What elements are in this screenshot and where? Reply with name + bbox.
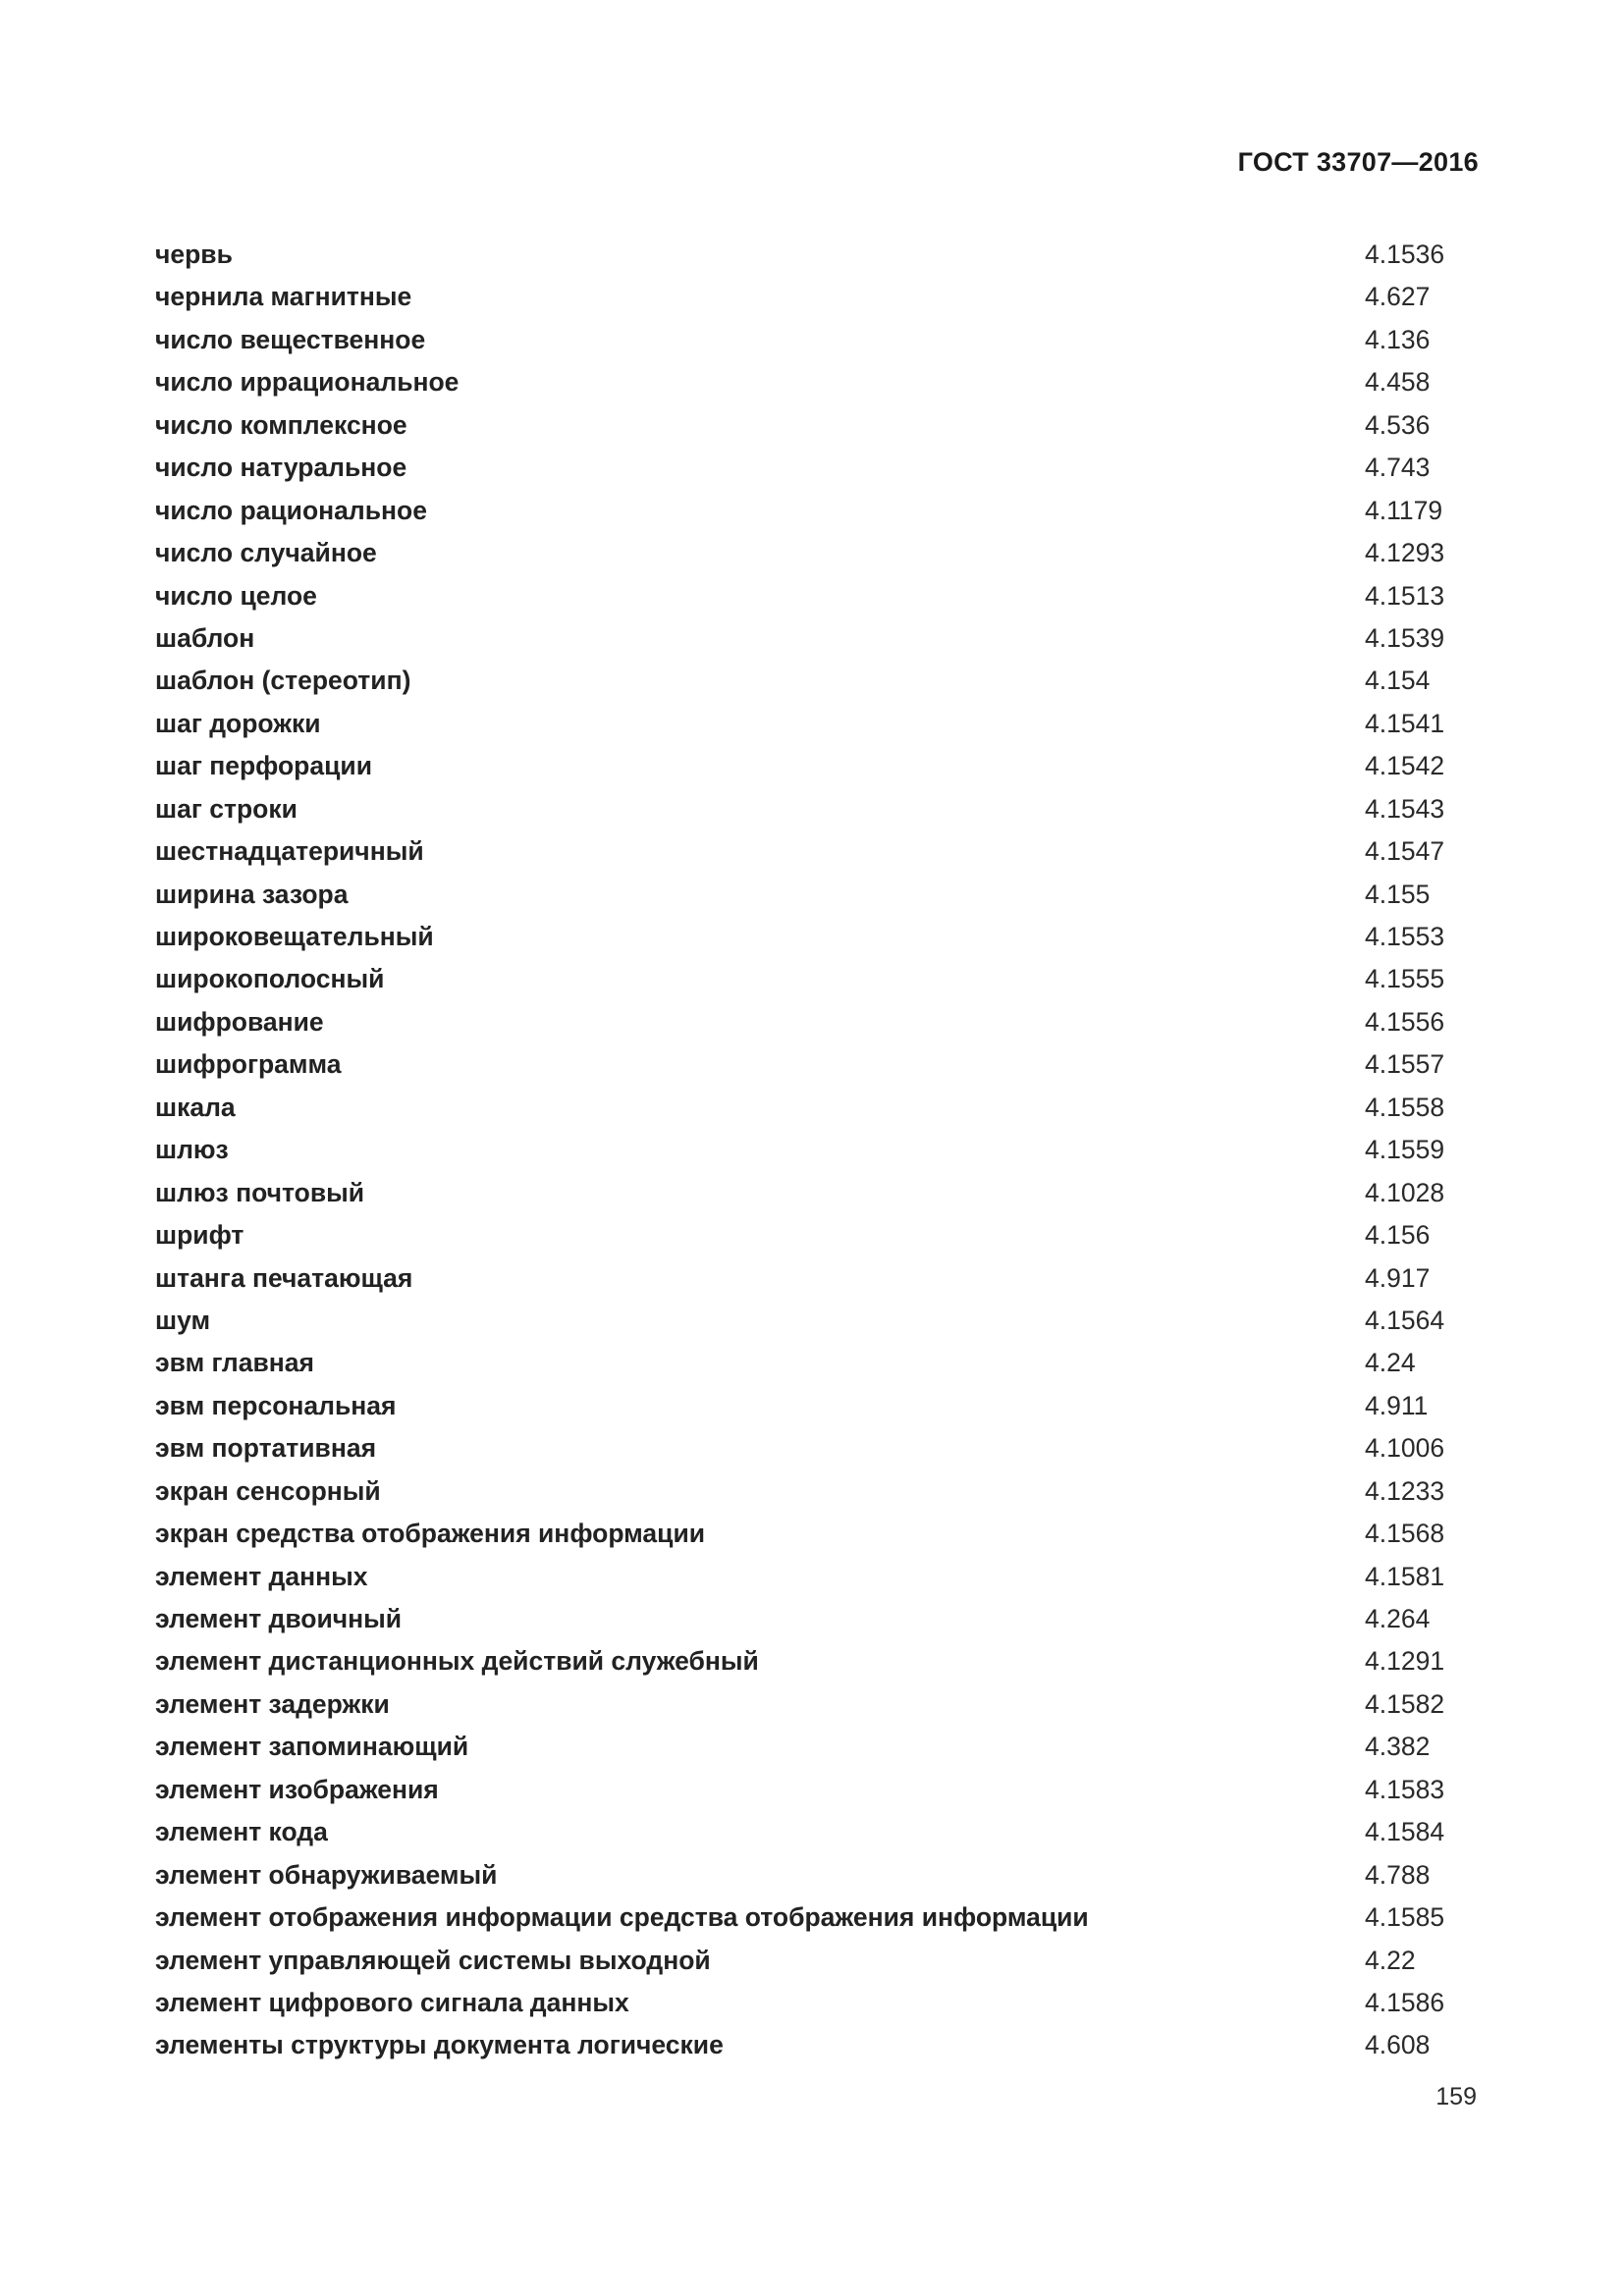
index-entry (155, 1560, 1481, 1602)
index-reference-number: 4.1179 (1365, 495, 1443, 525)
index-term: элемент запоминающий (155, 1732, 469, 1762)
index-term: элемент обнаруживаемый (155, 1859, 498, 1890)
index-entry (155, 1858, 1481, 1900)
index-entry (155, 1346, 1481, 1388)
index-term: число целое (155, 580, 317, 611)
index-reference-number: 4.1556 (1365, 1006, 1445, 1037)
index-term: число натуральное (155, 453, 407, 483)
index-reference-number: 4.264 (1365, 1604, 1431, 1633)
index-entry (155, 792, 1481, 834)
index-term: шаблон (стереотип) (155, 666, 411, 696)
index-term: число комплексное (155, 409, 407, 440)
index-reference-number: 4.1584 (1365, 1817, 1445, 1847)
index-reference-number: 4.1536 (1365, 240, 1445, 269)
index-term: шестнадцатеричный (155, 836, 424, 867)
index-reference-number: 4.1557 (1365, 1049, 1445, 1080)
index-entry (155, 1602, 1481, 1644)
index-term: шлюз (155, 1135, 229, 1165)
index-entry (155, 1517, 1481, 1559)
index-term: эвм главная (155, 1348, 314, 1378)
index-reference-number: 4.608 (1365, 2030, 1431, 2060)
index-entry (155, 1944, 1481, 1986)
index-term: число случайное (155, 538, 377, 568)
index-reference-number: 4.1543 (1365, 793, 1445, 824)
index-entry (155, 2028, 1481, 2070)
index-reference-number: 4.1513 (1365, 580, 1445, 611)
index-entry (155, 1218, 1481, 1260)
index-term: шифрование (155, 1006, 324, 1037)
index-reference-number: 4.1586 (1365, 1987, 1445, 2017)
index-term: эвм портативная (155, 1433, 377, 1464)
index-reference-number: 4.788 (1365, 1859, 1431, 1890)
index-term: шум (155, 1305, 211, 1335)
index-entry (155, 1773, 1481, 1815)
index-entry (155, 962, 1481, 1004)
index-entry (155, 1474, 1481, 1517)
index-reference-number: 4.1233 (1365, 1475, 1445, 1506)
index-reference-number: 4.1564 (1365, 1305, 1445, 1335)
index-reference-number: 4.627 (1365, 282, 1431, 312)
index-term: элемент данных (155, 1561, 368, 1591)
index-term: экран сенсорный (155, 1475, 381, 1506)
index-entry (155, 1176, 1481, 1218)
index-term: шаг перфорации (155, 751, 372, 781)
index-entry (155, 1730, 1481, 1772)
index-reference-number: 4.382 (1365, 1732, 1431, 1762)
index-entry (155, 1900, 1481, 1943)
index-entry (155, 1431, 1481, 1473)
index-term: чернила магнитные (155, 282, 412, 312)
index-reference-number: 4.911 (1365, 1390, 1429, 1420)
alphabetical-index (155, 238, 1481, 2071)
index-entry (155, 664, 1481, 706)
index-entry (155, 749, 1481, 791)
index-reference-number: 4.1541 (1365, 708, 1445, 738)
index-term: шкала (155, 1092, 236, 1122)
index-reference-number: 4.1291 (1365, 1646, 1445, 1677)
index-term: червь (155, 240, 233, 269)
index-term: элемент двоичный (155, 1604, 403, 1633)
index-entry (155, 238, 1481, 280)
index-reference-number: 4.155 (1365, 879, 1431, 909)
index-term: число рациональное (155, 495, 427, 525)
index-reference-number: 4.1555 (1365, 964, 1445, 994)
index-reference-number: 4.24 (1365, 1348, 1416, 1378)
index-entry (155, 365, 1481, 407)
index-reference-number: 4.743 (1365, 453, 1431, 483)
index-term: элемент задержки (155, 1688, 390, 1719)
index-term: экран средства отображения информации (155, 1519, 706, 1549)
index-reference-number: 4.1028 (1365, 1177, 1445, 1207)
index-entry (155, 1047, 1481, 1090)
index-entry (155, 1644, 1481, 1686)
index-term: штанга печатающая (155, 1262, 413, 1293)
index-term: элемент кода (155, 1817, 328, 1847)
index-reference-number: 4.22 (1365, 1945, 1416, 1975)
index-reference-number: 4.1542 (1365, 751, 1445, 781)
index-term: ширина зазора (155, 879, 349, 909)
index-reference-number: 4.1585 (1365, 1902, 1445, 1933)
index-entry (155, 494, 1481, 536)
index-entry (155, 920, 1481, 962)
index-term: элемент дистанционных действий служебный (155, 1646, 759, 1677)
index-reference-number: 4.917 (1365, 1262, 1431, 1293)
index-reference-number: 4.1568 (1365, 1519, 1445, 1549)
index-reference-number: 4.1553 (1365, 922, 1445, 951)
index-entry (155, 1815, 1481, 1857)
index-entry (155, 579, 1481, 621)
index-entry (155, 408, 1481, 451)
index-entry (155, 1304, 1481, 1346)
index-term: широковещательный (155, 922, 434, 951)
index-reference-number: 4.156 (1365, 1220, 1431, 1251)
index-reference-number: 4.1293 (1365, 538, 1445, 568)
index-reference-number: 4.1582 (1365, 1688, 1445, 1719)
index-term: широкополосный (155, 964, 385, 994)
index-reference-number: 4.1539 (1365, 622, 1445, 653)
index-term: число вещественное (155, 324, 426, 354)
index-entry (155, 323, 1481, 365)
index-entry (155, 834, 1481, 877)
index-reference-number: 4.458 (1365, 367, 1431, 398)
index-term: шрифт (155, 1220, 244, 1251)
index-entry (155, 1986, 1481, 2028)
index-term: элемент цифрового сигнала данных (155, 1987, 629, 2017)
index-term: элемент управляющей системы выходной (155, 1945, 711, 1975)
index-term: шлюз почтовый (155, 1177, 365, 1207)
index-entry (155, 1091, 1481, 1133)
index-term: эвм персональная (155, 1390, 397, 1420)
index-term: шифрограмма (155, 1049, 342, 1080)
index-term: элементы структуры документа логические (155, 2030, 724, 2060)
index-reference-number: 4.1583 (1365, 1774, 1445, 1804)
index-entry (155, 1261, 1481, 1304)
index-entry (155, 1687, 1481, 1730)
index-reference-number: 4.536 (1365, 409, 1431, 440)
index-entry (155, 451, 1481, 493)
index-reference-number: 4.1581 (1365, 1561, 1445, 1591)
index-entry (155, 621, 1481, 664)
index-reference-number: 4.1558 (1365, 1092, 1445, 1122)
index-entry (155, 878, 1481, 920)
index-reference-number: 4.1547 (1365, 836, 1445, 867)
index-term: шаблон (155, 622, 255, 653)
index-term: шаг строки (155, 793, 298, 824)
index-reference-number: 4.136 (1365, 324, 1431, 354)
index-reference-number: 4.154 (1365, 666, 1431, 696)
index-entry (155, 280, 1481, 322)
index-term: элемент изображения (155, 1774, 439, 1804)
index-term: элемент отображения информации средства отображения информации (155, 1902, 1089, 1933)
index-term: число иррациональное (155, 367, 460, 398)
standard-designation: ГОСТ 33707—2016 (1237, 147, 1479, 177)
index-reference-number: 4.1006 (1365, 1433, 1445, 1464)
index-entry (155, 1133, 1481, 1175)
index-term: шаг дорожки (155, 708, 321, 738)
index-entry (155, 1389, 1481, 1431)
index-entry (155, 707, 1481, 749)
page-number: 159 (1435, 2083, 1477, 2110)
index-reference-number: 4.1559 (1365, 1135, 1445, 1165)
index-entry (155, 1005, 1481, 1047)
index-entry (155, 536, 1481, 578)
